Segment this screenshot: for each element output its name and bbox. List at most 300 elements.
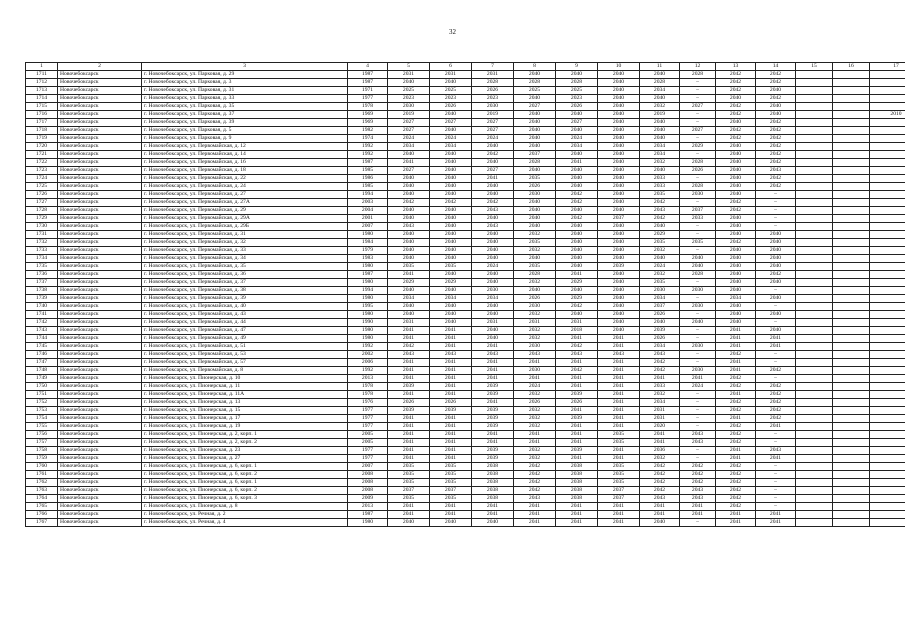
table-cell: 2034 (430, 143, 472, 151)
table-cell: Новочебоксарск (58, 511, 142, 519)
table-cell: 2040 (430, 223, 472, 231)
table-row (26, 255, 905, 263)
table-cell: 2040 (556, 127, 598, 135)
table-cell: 2036 (640, 447, 680, 455)
table-cell: 2042 (756, 391, 796, 399)
table-cell: 2028 (472, 79, 514, 87)
table-cell (870, 367, 905, 375)
table-cell: – (756, 439, 796, 447)
table-cell: 2040 (388, 151, 430, 159)
table-cell: 2042 (756, 159, 796, 167)
table-cell: 1983 (348, 255, 388, 263)
table-cell: 2042 (716, 399, 756, 407)
table-cell: – (756, 359, 796, 367)
table-cell: 1977 (348, 415, 388, 423)
table-cell: 2040 (598, 271, 640, 279)
table-cell: 2041 (388, 367, 430, 375)
table-cell: 1987 (348, 271, 388, 279)
table-cell (796, 167, 833, 175)
table-cell (796, 495, 833, 503)
table-cell: 2041 (430, 359, 472, 367)
table-cell: – (756, 495, 796, 503)
table-cell: 2041 (598, 359, 640, 367)
table-cell: 2042 (640, 479, 680, 487)
table-cell: г. Новочебоксарск, ул. Первомайская, д. 27А (142, 199, 348, 207)
table-cell: г. Новочебоксарск, ул. Первомайская, д. 57 (142, 359, 348, 367)
table-cell: 2040 (556, 287, 598, 295)
table-cell: 2032 (514, 415, 556, 423)
table-cell: г. Новочебоксарск, ул. Первомайская, д. 35 (142, 263, 348, 271)
table-cell: 2041 (716, 511, 756, 519)
table-cell: 2032 (514, 311, 556, 319)
table-cell: Новочебоксарск (58, 431, 142, 439)
table-cell: 2040 (598, 231, 640, 239)
table-cell: 1979 (348, 247, 388, 255)
table-cell: 2040 (430, 191, 472, 199)
table-cell: г. Новочебоксарск, ул. Первомайская, д. 31 (142, 231, 348, 239)
table-cell (796, 503, 833, 511)
table-cell: 2040 (472, 279, 514, 287)
table-cell: 2042 (756, 127, 796, 135)
table-cell: 2042 (556, 215, 598, 223)
table-cell: 1723 (26, 167, 58, 175)
table-cell (833, 111, 870, 119)
table-cell: 2040 (716, 319, 756, 327)
table-row (26, 239, 905, 247)
table-cell: 2041 (680, 503, 716, 511)
table-cell: 2040 (716, 191, 756, 199)
table-cell (796, 223, 833, 231)
table-cell: 2040 (598, 111, 640, 119)
table-cell: 2040 (640, 223, 680, 231)
table-cell (796, 455, 833, 463)
table-cell: 2043 (756, 447, 796, 455)
table-cell: 2041 (716, 359, 756, 367)
table-cell (870, 271, 905, 279)
table-cell: 2034 (556, 143, 598, 151)
table-cell: – (680, 111, 716, 119)
table-cell: 2042 (556, 303, 598, 311)
table-cell (796, 143, 833, 151)
table-row (26, 327, 905, 335)
table-cell: 1712 (26, 79, 58, 87)
table-cell (870, 103, 905, 111)
table-cell: 1986 (348, 175, 388, 183)
table-cell: 2030 (680, 303, 716, 311)
table-cell: 2040 (556, 311, 598, 319)
table-cell: 2041 (472, 375, 514, 383)
table-cell: 2023 (430, 95, 472, 103)
table-cell: Новочебоксарск (58, 215, 142, 223)
table-cell (833, 455, 870, 463)
table-cell (870, 279, 905, 287)
table-cell: 2033 (640, 383, 680, 391)
table-cell: г. Новочебоксарск, ул. Парковая, д. 39 (142, 119, 348, 127)
table-cell: 2040 (472, 215, 514, 223)
table-cell: 1969 (348, 111, 388, 119)
table-cell: 2042 (640, 487, 680, 495)
table-cell: 2027 (680, 127, 716, 135)
table-cell (870, 287, 905, 295)
table-cell: 2041 (472, 367, 514, 375)
table-cell: 2040 (430, 247, 472, 255)
table-cell: 2040 (640, 71, 680, 79)
table-cell: 2042 (756, 415, 796, 423)
table-cell (870, 351, 905, 359)
table-cell: 1744 (26, 335, 58, 343)
table-cell: 2041 (716, 367, 756, 375)
table-cell: 1749 (26, 375, 58, 383)
table-cell: 1726 (26, 191, 58, 199)
table-cell: 2041 (430, 503, 472, 511)
table-cell (870, 151, 905, 159)
table-cell (833, 127, 870, 135)
column-number: 14 (756, 63, 796, 71)
table-cell: 2008 (348, 479, 388, 487)
table-cell: 1762 (26, 479, 58, 487)
table-cell: 2039 (556, 391, 598, 399)
table-cell: 2040 (598, 319, 640, 327)
table-cell: 2041 (556, 519, 598, 527)
table-cell: 2018 (556, 327, 598, 335)
table-cell: Новочебоксарск (58, 503, 142, 511)
table-cell: 2040 (716, 311, 756, 319)
table-cell (870, 399, 905, 407)
table-cell: Новочебоксарск (58, 375, 142, 383)
table-cell: 2040 (598, 247, 640, 255)
table-cell (796, 463, 833, 471)
table-row (26, 143, 905, 151)
table-cell: 2031 (472, 71, 514, 79)
table-cell: 2041 (388, 335, 430, 343)
table-cell: 2029 (430, 279, 472, 287)
column-number: 11 (640, 63, 680, 71)
table-cell (833, 359, 870, 367)
table-cell: 2043 (430, 351, 472, 359)
table-cell: 2030 (514, 367, 556, 375)
table-cell: 2040 (472, 247, 514, 255)
table-cell: – (680, 295, 716, 303)
table-cell: 2041 (640, 375, 680, 383)
table-cell: 1725 (26, 183, 58, 191)
table-cell: 2029 (556, 295, 598, 303)
table-cell: 2041 (514, 503, 556, 511)
table-cell: 2040 (430, 175, 472, 183)
table-row (26, 279, 905, 287)
table-cell: 2041 (680, 375, 716, 383)
table-cell (796, 207, 833, 215)
table-cell: 2031 (430, 71, 472, 79)
table-cell: г. Новочебоксарск, ул. Парковая, д. 35 (142, 103, 348, 111)
table-cell: 1727 (26, 199, 58, 207)
table-cell: 2040 (598, 151, 640, 159)
table-cell (796, 295, 833, 303)
table-cell: 2039 (598, 263, 640, 271)
table-cell: 2032 (514, 247, 556, 255)
table-row (26, 223, 905, 231)
table-cell: – (680, 519, 716, 527)
table-cell: – (756, 487, 796, 495)
table-cell: г. Новочебоксарск, ул. Первомайская, д. 8 (142, 367, 348, 375)
table-cell: г. Новочебоксарск, ул. Пионерская, д. 19 (142, 423, 348, 431)
table-cell (833, 415, 870, 423)
table-cell: 2040 (556, 111, 598, 119)
table-cell: Новочебоксарск (58, 71, 142, 79)
table-cell: 2028 (680, 183, 716, 191)
table-cell: 2024 (430, 135, 472, 143)
table-cell (833, 447, 870, 455)
table-row (26, 519, 905, 527)
table-cell: 1751 (26, 391, 58, 399)
table-cell: 2026 (514, 295, 556, 303)
table-cell: 2040 (598, 255, 640, 263)
table-cell: 2042 (716, 79, 756, 87)
table-row (26, 183, 905, 191)
table-cell: 2040 (598, 127, 640, 135)
table-cell: 2030 (472, 103, 514, 111)
table-cell: г. Новочебоксарск, ул. Первомайская, д. 47 (142, 327, 348, 335)
table-cell: 2040 (756, 327, 796, 335)
table-cell: 2024 (514, 383, 556, 391)
table-cell: 2043 (472, 223, 514, 231)
table-cell: 2040 (598, 143, 640, 151)
table-cell (796, 239, 833, 247)
table-cell (833, 335, 870, 343)
table-cell: Новочебоксарск (58, 463, 142, 471)
table-row (26, 127, 905, 135)
table-cell: 2042 (716, 439, 756, 447)
table-cell: 2042 (716, 407, 756, 415)
table-cell: 2040 (756, 279, 796, 287)
table-cell: 2042 (716, 239, 756, 247)
table-cell: 2040 (716, 159, 756, 167)
table-cell: 2039 (472, 383, 514, 391)
table-cell (870, 455, 905, 463)
table-cell (796, 255, 833, 263)
table-cell: 2042 (716, 471, 756, 479)
table-cell: г. Новочебоксарск, ул. Пионерская, д. 2, корп. 1 (142, 431, 348, 439)
table-cell (796, 399, 833, 407)
table-cell: – (680, 87, 716, 95)
table-cell: г. Новочебоксарск, ул. Первомайская, д. 27 (142, 191, 348, 199)
table-cell: 2027 (472, 127, 514, 135)
table-cell: 2040 (598, 303, 640, 311)
table-cell (870, 191, 905, 199)
table-cell: Новочебоксарск (58, 263, 142, 271)
table-cell: 2041 (388, 439, 430, 447)
table-cell: 2041 (514, 439, 556, 447)
column-number: 13 (716, 63, 756, 71)
table-cell: 2041 (388, 423, 430, 431)
table-cell: 2040 (514, 215, 556, 223)
table-cell: г. Новочебоксарск, ул. Пионерская, д. 6, корп. 1 (142, 463, 348, 471)
table-cell: 1752 (26, 399, 58, 407)
table-cell: 2040 (598, 135, 640, 143)
table-cell: 1742 (26, 319, 58, 327)
table-cell: г. Новочебоксарск, ул. Парковая, д. 37 (142, 111, 348, 119)
table-cell (796, 311, 833, 319)
table-cell: 2040 (430, 303, 472, 311)
table-cell: Новочебоксарск (58, 247, 142, 255)
table-cell (870, 143, 905, 151)
table-cell: 2041 (756, 335, 796, 343)
table-cell: 2035 (640, 191, 680, 199)
table-cell: 2032 (514, 279, 556, 287)
table-cell: г. Новочебоксарск, ул. Первомайская, д. 43 (142, 311, 348, 319)
column-number: 15 (796, 63, 833, 71)
table-cell (870, 247, 905, 255)
table-cell: г. Новочебоксарск, ул. Первомайская, д. 53 (142, 351, 348, 359)
table-cell: 2041 (430, 335, 472, 343)
table-cell: 2032 (640, 103, 680, 111)
table-cell: 2041 (430, 455, 472, 463)
table-cell: г. Новочебоксарск, ул. Речная, д. 2 (142, 511, 348, 519)
table-cell: 2041 (598, 407, 640, 415)
table-cell: 2040 (472, 239, 514, 247)
table-cell: 2042 (756, 183, 796, 191)
table-cell: 2040 (472, 255, 514, 263)
table-cell: 2042 (716, 383, 756, 391)
table-cell: 2041 (556, 335, 598, 343)
table-cell: 2040 (556, 151, 598, 159)
table-cell: 2038 (472, 479, 514, 487)
table-cell (833, 303, 870, 311)
table-cell: 1718 (26, 127, 58, 135)
table-cell: 2041 (388, 511, 430, 519)
table-row (26, 199, 905, 207)
table-cell: Новочебоксарск (58, 103, 142, 111)
table-cell (833, 463, 870, 471)
column-number: 1 (26, 63, 58, 71)
table-cell: 2035 (640, 279, 680, 287)
table-cell: 2037 (514, 151, 556, 159)
table-cell: 2042 (556, 367, 598, 375)
table-cell: Новочебоксарск (58, 255, 142, 263)
table-cell: 2004 (348, 207, 388, 215)
table-cell: 2035 (388, 495, 430, 503)
table-cell: г. Новочебоксарск, ул. Речная, д. 4 (142, 519, 348, 527)
table-cell: г. Новочебоксарск, ул. Первомайская, д. 36 (142, 271, 348, 279)
table-cell: 2030 (680, 367, 716, 375)
table-cell: 2040 (640, 95, 680, 103)
table-cell: Новочебоксарск (58, 239, 142, 247)
table-row (26, 359, 905, 367)
table-cell: – (756, 479, 796, 487)
table-cell: 2040 (598, 295, 640, 303)
table-cell: 2042 (472, 199, 514, 207)
table-cell: Новочебоксарск (58, 423, 142, 431)
table-cell (796, 327, 833, 335)
table-cell: г. Новочебоксарск, ул. Парковая, д. 31 (142, 87, 348, 95)
table-cell: 2040 (756, 255, 796, 263)
table-cell (833, 159, 870, 167)
table-row (26, 263, 905, 271)
table-cell: 2034 (640, 87, 680, 95)
table-cell: Новочебоксарск (58, 87, 142, 95)
table-cell: 1974 (348, 135, 388, 143)
table-cell: 2039 (388, 383, 430, 391)
table-cell: 2032 (640, 391, 680, 399)
table-cell (870, 511, 905, 519)
table-cell: Новочебоксарск (58, 143, 142, 151)
table-cell: 2041 (430, 423, 472, 431)
table-cell: 2043 (598, 351, 640, 359)
table-cell (870, 175, 905, 183)
table-cell: 2040 (388, 287, 430, 295)
table-cell (870, 423, 905, 431)
table-cell: 2029 (388, 279, 430, 287)
table-cell: 2040 (598, 167, 640, 175)
table-cell: Новочебоксарск (58, 471, 142, 479)
table-cell: 2003 (348, 199, 388, 207)
table-cell: 2043 (388, 351, 430, 359)
table-cell: 2042 (756, 175, 796, 183)
table-cell: 2043 (514, 351, 556, 359)
table-cell: 2042 (716, 127, 756, 135)
table-cell (796, 471, 833, 479)
table-cell: г. Новочебоксарск, ул. Первомайская, д. 34 (142, 255, 348, 263)
table-cell: 1767 (26, 519, 58, 527)
table-cell: 2043 (680, 439, 716, 447)
table-cell: г. Новочебоксарск, ул. Парковая, д. 33 (142, 95, 348, 103)
table-cell: 2038 (556, 479, 598, 487)
table-cell: 1737 (26, 279, 58, 287)
table-cell: – (756, 503, 796, 511)
table-cell: 2032 (640, 247, 680, 255)
table-cell: г. Новочебоксарск, ул. Парковая, д. 29 (142, 71, 348, 79)
table-cell: 1980 (348, 327, 388, 335)
table-cell (870, 135, 905, 143)
table-cell (796, 151, 833, 159)
table-cell: 2034 (640, 151, 680, 159)
table-cell: 2023 (472, 95, 514, 103)
table-cell (870, 119, 905, 127)
table-cell: г. Новочебоксарск, ул. Первомайская, д. 33 (142, 247, 348, 255)
table-cell (833, 183, 870, 191)
table-cell: 2040 (598, 183, 640, 191)
table-cell: 1978 (348, 103, 388, 111)
table-cell: 2040 (716, 271, 756, 279)
table-cell: – (680, 351, 716, 359)
table-cell: 2030 (680, 343, 716, 351)
table-cell: 2007 (348, 223, 388, 231)
table-cell: 1969 (348, 119, 388, 127)
table-cell: 1716 (26, 111, 58, 119)
table-cell (833, 343, 870, 351)
table-cell: 2040 (716, 231, 756, 239)
table-cell: 2040 (756, 311, 796, 319)
table-cell (870, 407, 905, 415)
table-cell: 2039 (472, 455, 514, 463)
table-cell: г. Новочебоксарск, ул. Первомайская, д. 24 (142, 183, 348, 191)
table-cell: 2042 (556, 343, 598, 351)
table-cell: – (680, 119, 716, 127)
table-cell: 2041 (388, 415, 430, 423)
table-cell: 2035 (640, 239, 680, 247)
table-cell: 2034 (388, 295, 430, 303)
table-cell: Новочебоксарск (58, 407, 142, 415)
table-cell: 2043 (640, 207, 680, 215)
table-cell: г. Новочебоксарск, ул. Пионерская, д. 6, корп. 3 (142, 495, 348, 503)
table-row (26, 487, 905, 495)
table-cell: г. Новочебоксарск, ул. Первомайская, д. 40 (142, 303, 348, 311)
table-cell: 1724 (26, 175, 58, 183)
table-cell: 2040 (430, 255, 472, 263)
table-cell: г. Новочебоксарск, ул. Пионерская, д. 27 (142, 455, 348, 463)
table-cell: 2040 (514, 207, 556, 215)
table-cell (833, 87, 870, 95)
table-cell: – (680, 279, 716, 287)
